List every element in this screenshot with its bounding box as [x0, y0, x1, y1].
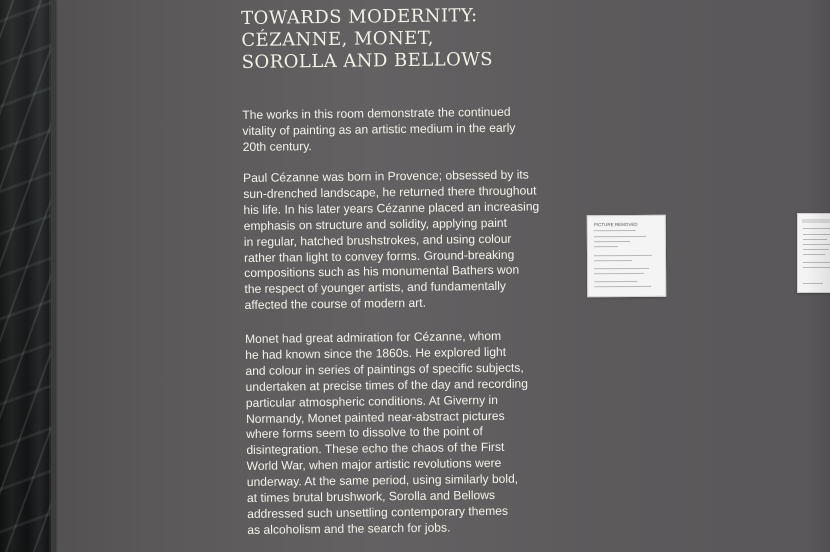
paragraph-line: Monet had great admiration for Cézanne, whom — [244, 328, 502, 346]
exhibition-title-line-1: TOWARDS MODERNITY: — [241, 5, 478, 29]
label-text-line — [594, 286, 651, 287]
picture-removed-heading: PICTURE REMOVED — [593, 221, 638, 228]
exhibition-title-line-2: CÉZANNE, MONET, — [241, 27, 434, 51]
label-text-line — [594, 241, 630, 242]
paragraph-line: addressed such unsettling contemporary themes — [247, 503, 509, 521]
label-text-line — [594, 246, 618, 247]
paragraph-line: 20th century. — [242, 138, 312, 154]
exhibition-wall-text — [241, 4, 551, 537]
paragraph-monet — [245, 329, 530, 539]
label-text-line — [594, 230, 636, 231]
marble-doorframe — [0, 0, 52, 552]
paragraph-intro — [242, 105, 515, 156]
paragraph-line: sun-drenched landscape, he returned there throughout — [243, 183, 537, 201]
wall-edge-shadow — [51, 0, 55, 552]
paragraph-line: the respect of younger artists, and fundamentally — [244, 279, 507, 297]
paragraph-line: in regular, hatched brushstrokes, and using colour — [243, 231, 512, 249]
picture-removed-label-card — [587, 215, 666, 297]
paragraph-line: rather than light to convey forms. Ground-breaking — [243, 247, 515, 265]
label-text-line — [594, 260, 632, 261]
right-wall-shadow — [806, 0, 830, 552]
paragraph-line: vitality of painting as an artistic medium in the early — [242, 120, 516, 138]
label-text-line — [594, 236, 646, 237]
label-text-line — [594, 255, 652, 256]
exhibition-title — [241, 4, 532, 74]
paragraph-line: disintegration. These echo the chaos of the First — [246, 440, 505, 458]
wall-text-body — [242, 104, 542, 537]
paragraph-line: his life. In his later years Cézanne placed an increasing — [243, 199, 540, 217]
paragraph-line: World War, when major artistic revolutions were — [246, 456, 502, 474]
paragraph-line: where forms seem to dissolve to the point of — [246, 424, 483, 442]
paragraph-line: he had known since the 1860s. He explored light — [245, 344, 507, 362]
paragraph-line: undertaken at precise times of the day and recording — [245, 376, 529, 394]
label-text-line — [594, 268, 649, 269]
paragraph-line: Paul Cézanne was born in Provence; obsessed by its — [242, 167, 529, 185]
label-text-line — [594, 273, 644, 274]
paragraph-line: underway. At the same period, using similarly bold, — [246, 471, 519, 490]
paragraph-line: compositions such as his monumental Bathers won — [244, 263, 520, 281]
paragraph-line: as alcoholism and the search for jobs. — [247, 520, 451, 537]
paragraph-line: The works in this room demonstrate the continued — [242, 104, 511, 122]
paragraph-line: particular atmospheric conditions. At Giverny in — [245, 392, 498, 410]
paragraph-line: affected the course of modern art. — [244, 296, 427, 313]
paragraph-line: Normandy, Monet painted near-abstract pictures — [245, 408, 505, 426]
paragraph-line: at times brutal brushwork, Sorolla and Bellows — [246, 487, 496, 506]
paragraph-line: emphasis on structure and solidity, applying paint — [243, 215, 508, 233]
label-text-line — [594, 281, 637, 282]
paragraph-cezanne — [243, 167, 541, 314]
exhibition-title-line-3: SOROLLA AND BELLOWS — [241, 48, 494, 73]
paragraph-line: and colour in series of paintings of specific subjects, — [245, 360, 524, 378]
